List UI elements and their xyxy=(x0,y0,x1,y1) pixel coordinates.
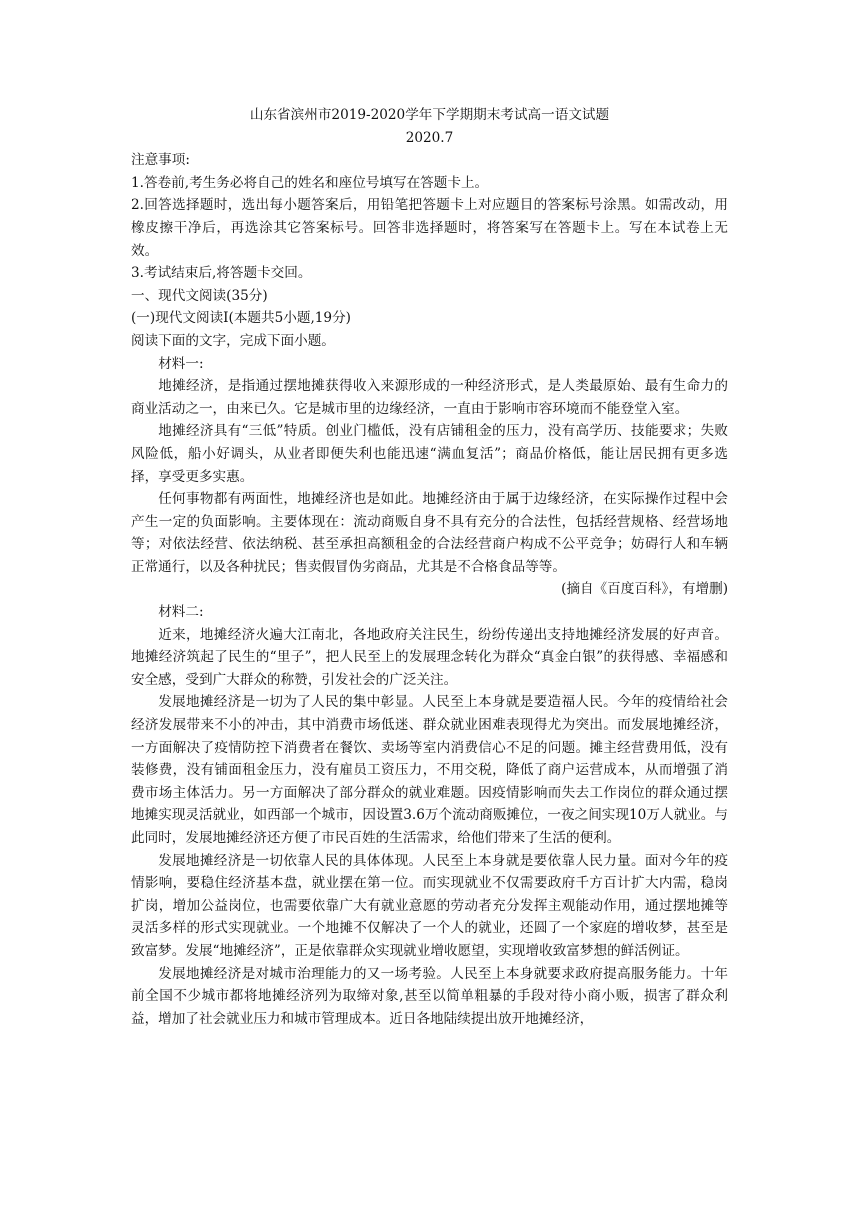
material2-paragraph-4: 发展地摊经济是对城市治理能力的又一场考验。人民至上本身就要求政府提高服务能力。十年前全国不少城市都将地摊经济列为取缔对象,甚至以简单粗暴的手段对待小商小贩，损害了群众利益，增加了社会就业压力和城市管理成本。近日各地陆续提出放开地摊经济， xyxy=(131,965,728,1027)
section-subtitle: (一)现代文阅读Ⅰ(本题共5小题,19分) xyxy=(131,310,351,327)
notes-heading: 注意事项: xyxy=(131,152,190,169)
material2-paragraph-3: 发展地摊经济是一切依靠人民的具体体现。人民至上本身就是要依靠人民力量。面对今年的疫情影响，要稳住经济基本盘，就业摆在第一位。而实现就业不仅需要政府千方百计扩大内需，稳岗扩岗，增加公益岗位，也需要依靠广大有就业意愿的劳动者充分发挥主观能动作用，通过摆地摊等灵活多样的形式实现就业。一个地摊不仅解决了一个人的就业，还圆了一个家庭的增收梦，甚至是致富梦。发展“地摊经济”，正是依靠群众实现就业增收愿望，实现增收致富梦想的鲜活例证。 xyxy=(131,852,728,959)
material2-label: 材料二: xyxy=(158,604,204,621)
material1-source: (摘自《百度百科》，有增删) xyxy=(561,581,728,598)
notes-item-2: 2.回答选择题时，选出每小题答案后，用铅笔把答题卡上对应题目的答案标号涂黑。如需改动，用橡皮擦干净后，再选涂其它答案标号。回答非选择题时，将答案写在答题卡上。写在本试卷上无效。 xyxy=(131,197,728,259)
notes-item-3: 3.考试结束后,将答题卡交回。 xyxy=(131,265,312,282)
material1-label: 材料一: xyxy=(158,355,204,372)
material2-paragraph-2: 发展地摊经济是一切为了人民的集中彰显。人民至上本身就是要造福人民。今年的疫情给社会经济发展带来不小的冲击，其中消费市场低迷、群众就业困难表现得尤为突出。而发展地摊经济，一方面解决了疫情防控下消费者在餐饮、卖场等室内消费信心不足的问题。摊主经营费用低，没有装修费，没有铺面租金压力，没有雇员工资压力，不用交税，降低了商户运营成本，从而增强了消费市场主体活力。另一方面解决了部分群众的就业难题。因疫情影响而失去工作岗位的群众通过摆地摊实现灵活就业，如西部一个城市，因设置3.6万个流动商贩摊位，一夜之间实现10万人就业。与此同时，发展地摊经济还方便了市民百姓的生活需求，给他们带来了生活的便利。 xyxy=(131,694,728,846)
section-title: 一、现代文阅读(35分) xyxy=(131,287,268,304)
material1-paragraph-3: 任何事物都有两面性，地摊经济也是如此。地摊经济由于属于边缘经济，在实际操作过程中会产生一定的负面影响。主要体现在：流动商贩自身不具有充分的合法性，包括经营规格、经营场地等；对依法经营、依法纳税、甚至承担高额租金的合法经营商户构成不公平竞争；妨碍行人和车辆正常通行，以及各种扰民；售卖假冒伪劣商品，尤其是不合格食品等等。 xyxy=(131,491,728,575)
document-date: 2020.7 xyxy=(405,129,454,146)
material2-paragraph-1: 近来，地摊经济火遍大江南北，各地政府关注民生，纷纷传递出支持地摊经济发展的好声音。地摊经济筑起了民生的“里子”，把人民至上的发展理念转化为群众“真金白银”的获得感、幸福感和安全感，受到广大群众的称赞，引发社会的广泛关注。 xyxy=(131,626,728,688)
material1-paragraph-2: 地摊经济具有“三低”特质。创业门槛低，没有店铺租金的压力，没有高学历、技能要求；失败风险低，船小好调头，从业者即便失利也能迅速“满血复活”；商品价格低，能让居民拥有更多选择，享受更多实惠。 xyxy=(131,423,728,485)
document-title: 山东省滨州市2019-2020学年下学期期末考试高一语文试题 xyxy=(249,107,610,123)
material1-paragraph-1: 地摊经济，是指通过摆地摊获得收入来源形成的一种经济形式，是人类最原始、最有生命力的商业活动之一，由来已久。它是城市里的边缘经济，一直由于影响市容环境而不能登堂入室。 xyxy=(131,378,728,417)
section-instruction: 阅读下面的文字，完成下面小题。 xyxy=(131,332,335,349)
notes-item-1: 1.答卷前,考生务必将自己的姓名和座位号填写在答题卡上。 xyxy=(131,174,489,191)
